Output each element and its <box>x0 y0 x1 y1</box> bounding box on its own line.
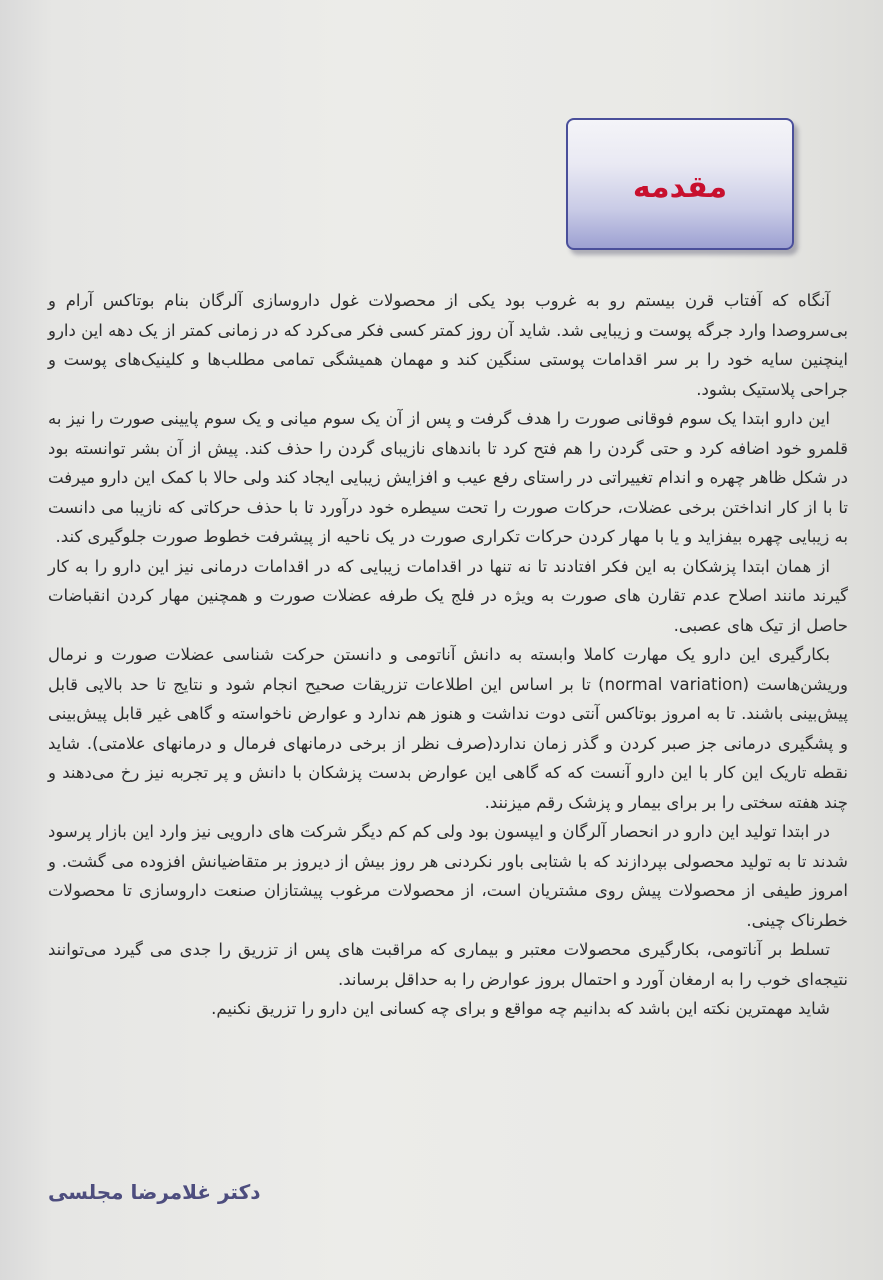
title-box <box>566 118 794 250</box>
paragraph: در ابتدا تولید این دارو در انحصار آلرگان و ایپسون بود ولی کم کم دیگر شرکت های دارویی نیز وارد این بازار پرسود شدند تا به تولید محصولی بپردازند که با شتابی باور نکردنی هر روز بیش از دیروز بر متقاضیانش افزوده می گشت. و امروز طیفی از محصولات پیش روی مشتریان است، از محصولات مرغوب پیشتازان صنعت داروسازی تا محصولات خطرناک چینی. <box>48 822 848 930</box>
author-signature: دکتر غلامرضا مجلسی <box>48 1180 261 1204</box>
paragraph: بکارگیری این دارو یک مهارت کاملا وابسته به دانش آناتومی و دانستن حرکت شناسی عضلات صورت و نرمال وریشن‌هاست (normal variation) تا بر اساس این اطلاعات تزریقات صحیح انجام شود و نتایج تا حد بالایی قابل پیش‌بینی باشند. تا به امروز بوتاکس آنتی دوت نداشت و هنوز هم ندارد و عوارض ناخواسته و گاهی غیر قابل پیش‌بینی و پشگیری درمانی جز صبر کردن و گذر زمان ندارد(صرف نظر از برخی درمانهای فرمال و درمانهای علامتی). شاید نقطه تاریک این کار با این دارو آنست که که گاهی این عوارض بدست پزشکان با دانش و پر تجربه نیز رخ می‌دهند و چند هفته سختی را بر برای بیمار و پزشک رقم میزنند. <box>48 645 848 812</box>
paragraph: آنگاه که آفتاب قرن بیستم رو به غروب بود یکی از محصولات غول داروسازی آلرگان بنام بوتاکس آرام و بی‌سروصدا وارد جرگه پوست و زیبایی شد. شاید آن روز کمتر کسی فکر می‌کرد که در زمانی کمتر از یک دهه این دارو اینچنین سایه خود را بر سر اقدامات پوستی سنگین کند و مهمان همیشگی تمامی مطلب‌ها و کلینیک‌های پوست و جراحی پلاستیک بشود. <box>48 291 848 399</box>
page-title: مقدمه <box>632 169 728 205</box>
paragraph: این دارو ابتدا یک سوم فوقانی صورت را هدف گرفت و پس از آن یک سوم میانی و یک سوم پایینی صورت را نیز به قلمرو خود اضافه کرد و حتی گردن را هم فتح کرد تا باندهای نازیبای گردن را حذف کند. پیش از آن بشر توانسته بود در شکل ظاهر چهره و اندام تغییراتی در راستای رفع عیب و افزایش زیبایی ایجاد کند ولی حالا با کمک این دارو میرفت تا با از کار انداختن برخی عضلات، حرکات صورت را تحت سیطره خود درآورد تا با حذف حرکاتی که نازیبا می دانست به زیبایی چهره بیفزاید و یا با مهار کردن حرکات تکراری صورت در یک ناحیه از پیشرفت خطوط صورت جلوگیری کند. <box>48 409 848 546</box>
paragraph: شاید مهمترین نکته این باشد که بدانیم چه مواقع و برای چه کسانی این دارو را تزریق نکنیم. <box>211 999 830 1018</box>
body-text <box>48 286 848 1024</box>
paragraph: تسلط بر آناتومی، بکارگیری محصولات معتبر و بیماری که مراقبت های پس از تزریق را جدی می گیرد می‌توانند نتیجه‌ای خوب را به ارمغان آورد و احتمال بروز عوارض را به حداقل برساند. <box>48 940 848 989</box>
paragraph: از همان ابتدا پزشکان به این فکر افتادند تا نه تنها در اقدامات زیبایی که در اقدامات درمانی نیز این دارو را به کار گیرند مانند اصلاح عدم تقارن های صورت به ویژه در فلج یک طرفه عضلات صورت و همچنین مهار کردن انقباضات حاصل از تیک های عصبی. <box>48 556 848 635</box>
